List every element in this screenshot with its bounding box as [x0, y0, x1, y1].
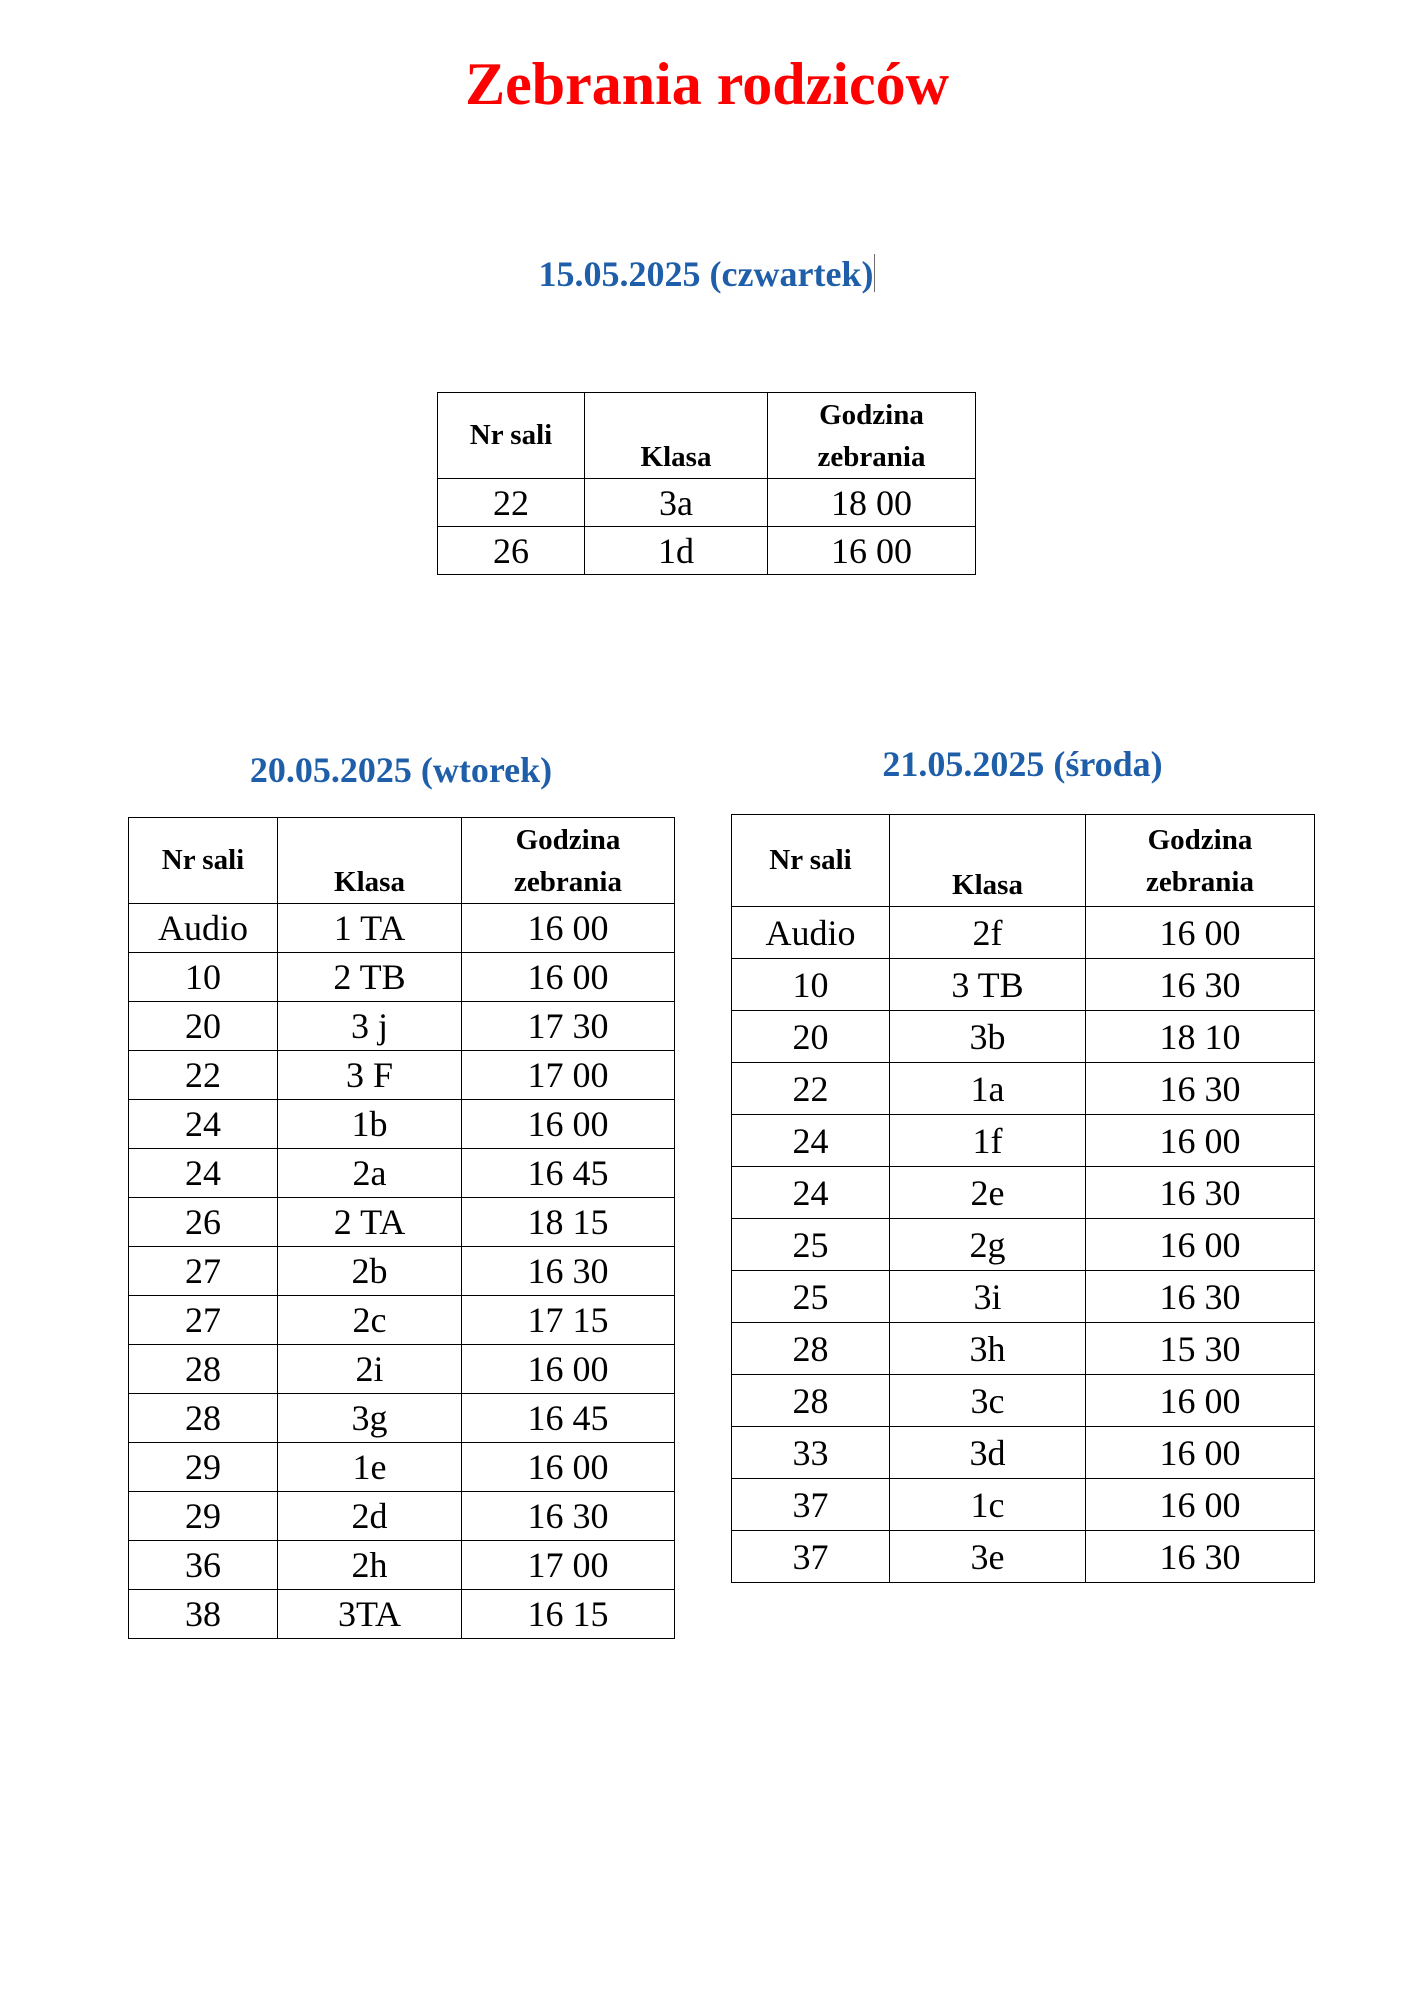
header-time-line2: zebrania [817, 440, 926, 473]
cell-time: 16 00 [462, 1100, 675, 1149]
schedule-table-day3 [731, 814, 1315, 1583]
header-time [462, 818, 675, 904]
table-row [438, 479, 976, 527]
header-time [1086, 815, 1315, 907]
table-row [732, 1531, 1315, 1583]
cell-time: 16 00 [462, 904, 675, 953]
cell-room: Audio [129, 904, 278, 953]
table-row [732, 1375, 1315, 1427]
table-row [129, 1345, 675, 1394]
table-row [732, 959, 1315, 1011]
cell-room: 24 [732, 1115, 890, 1167]
table-row [732, 1115, 1315, 1167]
cell-time: 17 00 [462, 1541, 675, 1590]
cell-room: 27 [129, 1247, 278, 1296]
cell-time: 16 30 [462, 1247, 675, 1296]
cell-class: 3e [890, 1531, 1086, 1583]
cell-class: 2 TA [278, 1198, 462, 1247]
cell-class: 1b [278, 1100, 462, 1149]
header-time-line1: Godzina [1147, 823, 1253, 856]
cell-room: 24 [129, 1149, 278, 1198]
table-row [129, 1492, 675, 1541]
table-row [129, 1051, 675, 1100]
cell-room: 22 [438, 479, 585, 527]
table-row [129, 1149, 675, 1198]
cell-time: 16 00 [768, 527, 976, 575]
table-row [129, 1394, 675, 1443]
cell-room: 27 [129, 1296, 278, 1345]
schedule-table-day1 [437, 392, 976, 575]
table-row [732, 1479, 1315, 1531]
cell-room: 28 [129, 1345, 278, 1394]
cell-class: 1a [890, 1063, 1086, 1115]
cell-time: 16 45 [462, 1394, 675, 1443]
table-row [129, 1247, 675, 1296]
cell-room: 29 [129, 1492, 278, 1541]
table-row [732, 1427, 1315, 1479]
table-row [129, 1296, 675, 1345]
cell-time: 16 30 [1086, 1271, 1315, 1323]
cell-time: 16 30 [1086, 1531, 1315, 1583]
cell-time: 16 45 [462, 1149, 675, 1198]
cell-room: 22 [129, 1051, 278, 1100]
cell-time: 16 00 [1086, 1375, 1315, 1427]
cell-class: 2b [278, 1247, 462, 1296]
cell-time: 18 00 [768, 479, 976, 527]
cell-class: 1f [890, 1115, 1086, 1167]
cell-room: 20 [732, 1011, 890, 1063]
cell-room: 26 [438, 527, 585, 575]
cell-class: 2f [890, 907, 1086, 959]
date-heading-day2: 20.05.2025 (wtorek) [249, 750, 553, 790]
cell-class: 3 TB [890, 959, 1086, 1011]
cell-class: 3c [890, 1375, 1086, 1427]
cell-time: 16 30 [1086, 959, 1315, 1011]
header-time-line1: Godzina [819, 398, 924, 431]
cell-class: 3d [890, 1427, 1086, 1479]
cell-room: 24 [129, 1100, 278, 1149]
table-row [129, 904, 675, 953]
table-row [732, 1063, 1315, 1115]
cell-room: 10 [129, 953, 278, 1002]
page-title: Zebrania rodziców [465, 51, 949, 117]
cell-class: 3h [890, 1323, 1086, 1375]
cell-class: 3i [890, 1271, 1086, 1323]
header-room: Nr sali [438, 393, 585, 479]
cell-room: 37 [732, 1479, 890, 1531]
cell-class: 3TA [278, 1590, 462, 1639]
cell-class: 2d [278, 1492, 462, 1541]
cell-room: 24 [732, 1167, 890, 1219]
cell-class: 2a [278, 1149, 462, 1198]
cell-room: 26 [129, 1198, 278, 1247]
cell-room: 36 [129, 1541, 278, 1590]
header-time-line2: zebrania [1146, 865, 1254, 898]
cell-class: 1e [278, 1443, 462, 1492]
table-row [732, 1271, 1315, 1323]
cell-class: 2h [278, 1541, 462, 1590]
cell-room: Audio [732, 907, 890, 959]
table-row [732, 1323, 1315, 1375]
table-row [732, 907, 1315, 959]
cell-room: 33 [732, 1427, 890, 1479]
cell-time: 16 30 [1086, 1063, 1315, 1115]
table-row [732, 1167, 1315, 1219]
cell-time: 18 15 [462, 1198, 675, 1247]
header-class: Klasa [585, 393, 768, 479]
cell-class: 3 F [278, 1051, 462, 1100]
cell-room: 38 [129, 1590, 278, 1639]
table-row [732, 1219, 1315, 1271]
cell-class: 1d [585, 527, 768, 575]
table-row [732, 1011, 1315, 1063]
date-heading-day3: 21.05.2025 (środa) [882, 744, 1163, 784]
schedule-table-day2 [128, 817, 675, 1639]
cell-room: 10 [732, 959, 890, 1011]
cell-time: 16 00 [1086, 907, 1315, 959]
cell-time: 16 00 [462, 1443, 675, 1492]
cell-room: 20 [129, 1002, 278, 1051]
cell-room: 37 [732, 1531, 890, 1583]
cell-class: 1 TA [278, 904, 462, 953]
cell-time: 16 00 [462, 953, 675, 1002]
table-row [129, 1541, 675, 1590]
header-room: Nr sali [129, 818, 278, 904]
cell-time: 16 30 [1086, 1167, 1315, 1219]
table-row [129, 1002, 675, 1051]
cell-class: 2i [278, 1345, 462, 1394]
cell-time: 16 00 [1086, 1219, 1315, 1271]
cell-class: 2g [890, 1219, 1086, 1271]
cell-time: 16 00 [1086, 1115, 1315, 1167]
cell-time: 16 00 [1086, 1479, 1315, 1531]
cell-room: 28 [732, 1375, 890, 1427]
header-time-line2: zebrania [514, 865, 622, 898]
cell-time: 17 15 [462, 1296, 675, 1345]
cell-time: 16 00 [1086, 1427, 1315, 1479]
table-row [129, 1198, 675, 1247]
header-room: Nr sali [732, 815, 890, 907]
date-heading-day1-text: 15.05.2025 (czwartek) [538, 254, 874, 294]
table-row [438, 527, 976, 575]
table-row [129, 1100, 675, 1149]
header-time [768, 393, 976, 479]
cell-class: 3g [278, 1394, 462, 1443]
cell-room: 28 [732, 1323, 890, 1375]
header-class: Klasa [278, 818, 462, 904]
cell-time: 17 30 [462, 1002, 675, 1051]
cell-room: 28 [129, 1394, 278, 1443]
cell-room: 25 [732, 1219, 890, 1271]
cell-class: 3a [585, 479, 768, 527]
cell-room: 22 [732, 1063, 890, 1115]
cell-time: 15 30 [1086, 1323, 1315, 1375]
header-class: Klasa [890, 815, 1086, 907]
cell-class: 1c [890, 1479, 1086, 1531]
date-heading-day1 [0, 252, 1414, 296]
table-row [129, 1590, 675, 1639]
cell-time: 16 00 [462, 1345, 675, 1394]
table-row [129, 953, 675, 1002]
cell-room: 25 [732, 1271, 890, 1323]
cell-time: 16 30 [462, 1492, 675, 1541]
cell-class: 3 j [278, 1002, 462, 1051]
cell-time: 18 10 [1086, 1011, 1315, 1063]
cell-class: 3b [890, 1011, 1086, 1063]
cell-class: 2c [278, 1296, 462, 1345]
table-row [129, 1443, 675, 1492]
cell-class: 2 TB [278, 953, 462, 1002]
cell-time: 16 15 [462, 1590, 675, 1639]
text-cursor [874, 254, 875, 292]
cell-room: 29 [129, 1443, 278, 1492]
header-time-line1: Godzina [515, 823, 621, 856]
cell-class: 2e [890, 1167, 1086, 1219]
cell-time: 17 00 [462, 1051, 675, 1100]
